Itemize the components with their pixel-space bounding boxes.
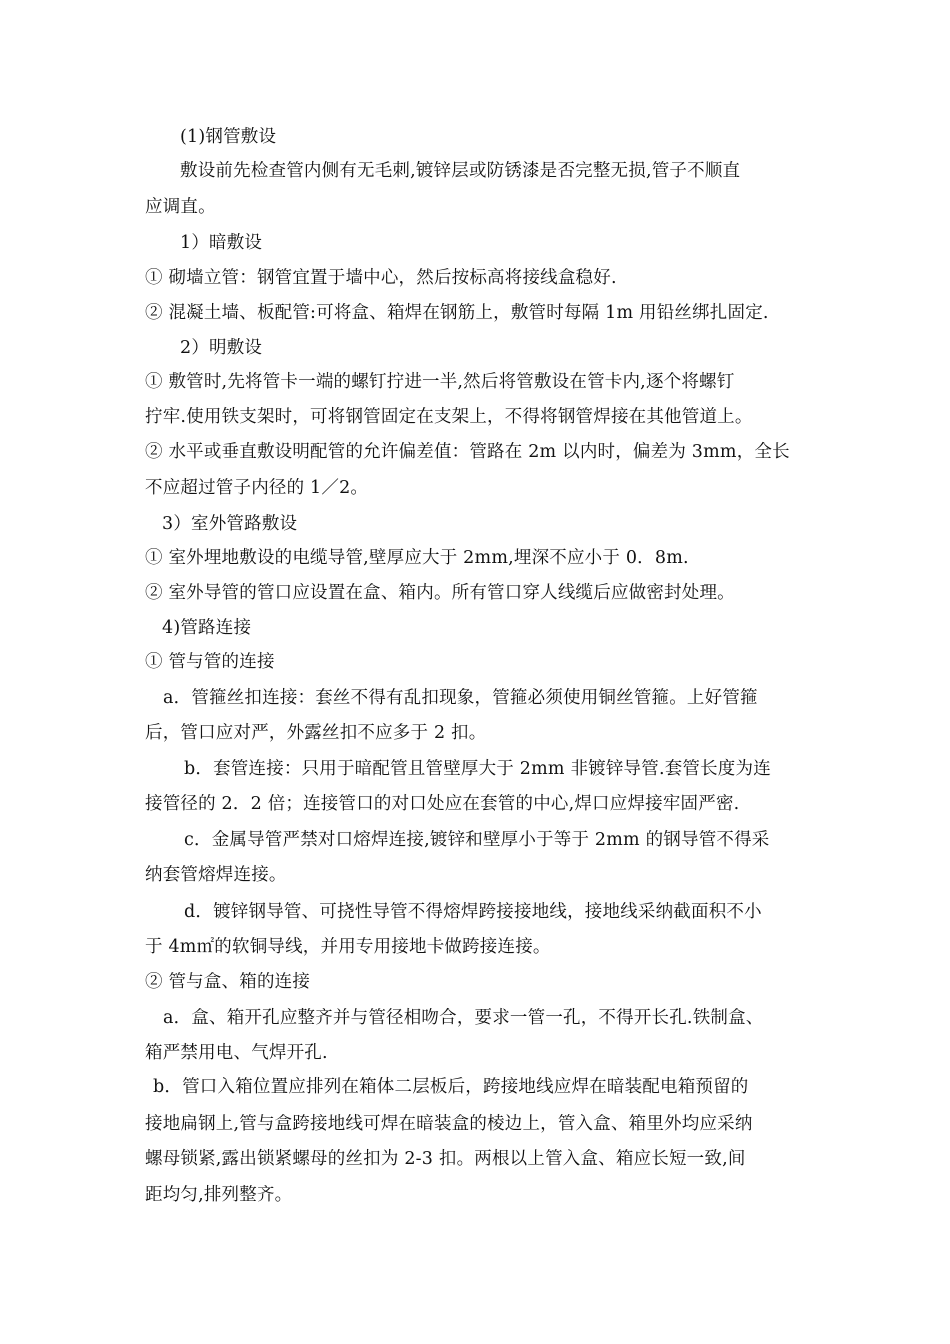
paragraph-line: 敷设前先检查管内侧有无毛刺,镀锌层或防锈漆是否完整无损,管子不顺直 <box>180 161 741 181</box>
list-item: ② 管与盒、箱的连接 <box>145 972 311 992</box>
paragraph-line: 接管径的 2．2 倍；连接管口的对口处应在套管的中心,焊口应焊接牢固严密. <box>145 794 740 814</box>
paragraph-line: 接地扁钢上,管与盒跨接地线可焊在暗装盒的棱边上，管入盒、箱里外均应采纳 <box>145 1114 753 1134</box>
paragraph-line: 应调直。 <box>145 197 216 217</box>
paragraph-line: 箱严禁用电、气焊开孔. <box>145 1043 328 1063</box>
list-item: ① 室外埋地敷设的电缆导管,壁厚应大于 2mm,埋深不应小于 0．8m. <box>145 548 689 568</box>
paragraph-line: 纳套管熔焊连接。 <box>145 865 287 885</box>
paragraph-line: 后，管口应对严，外露丝扣不应多于 2 扣。 <box>145 723 487 743</box>
subheading-outdoor: 3）室外管路敷设 <box>162 514 298 534</box>
list-item: ② 混凝土墙、板配管:可将盒、箱焊在钢筋上，敷管时每隔 1m 用铅丝绑扎固定. <box>145 303 769 323</box>
list-item: ① 敷管时,先将管卡一端的螺钉拧进一半,然后将管敷设在管卡内,逐个将螺钉 <box>145 372 735 392</box>
subheading-connection: 4)管路连接 <box>162 618 252 638</box>
list-item: ② 室外导管的管口应设置在盒、箱内。所有管口穿人线缆后应做密封处理。 <box>145 583 735 603</box>
paragraph-line: 距均匀,排列整齐。 <box>145 1185 293 1205</box>
paragraph-line: 螺母锁紧,露出锁紧螺母的丝扣为 2-3 扣。两根以上管入盒、箱应长短一致,间 <box>145 1149 746 1169</box>
paragraph-line: 于 4m㎡的软铜导线，并用专用接地卡做跨接连接。 <box>145 937 551 957</box>
list-item: ① 管与管的连接 <box>145 652 275 672</box>
heading-steel-pipe: (1)钢管敷设 <box>180 127 277 147</box>
paragraph-line: b．套管连接：只用于暗配管且管壁厚大于 2mm 非镀锌导管.套管长度为连 <box>184 759 771 779</box>
list-item: ② 水平或垂直敷设明配管的允许偏差值：管路在 2m 以内时，偏差为 3mm，全长 <box>145 442 790 462</box>
paragraph-line: a．管箍丝扣连接：套丝不得有乱扣现象，管箍必须使用铜丝管箍。上好管箍 <box>163 688 758 708</box>
list-item: ① 砌墙立管：钢管宜置于墙中心，然后按标高将接线盒稳好. <box>145 268 617 288</box>
paragraph-line: 拧牢.使用铁支架时，可将钢管固定在支架上，不得将钢管焊接在其他管道上。 <box>145 407 753 427</box>
paragraph-line: c．金属导管严禁对口熔焊连接,镀锌和壁厚小于等于 2mm 的钢导管不得采 <box>184 830 770 850</box>
subheading-exposed: 2）明敷设 <box>180 338 263 358</box>
subheading-concealed: 1）暗敷设 <box>180 233 263 253</box>
paragraph-line: b．管口入箱位置应排列在箱体二层板后，跨接地线应焊在暗装配电箱预留的 <box>153 1077 749 1097</box>
paragraph-line: d．镀锌钢导管、可挠性导管不得熔焊跨接接地线，接地线采纳截面积不小 <box>184 902 762 922</box>
paragraph-line: a．盒、箱开孔应整齐并与管径相吻合，要求一管一孔，不得开长孔.铁制盒、 <box>163 1008 764 1028</box>
paragraph-line: 不应超过管子内径的 1／2。 <box>145 478 369 498</box>
